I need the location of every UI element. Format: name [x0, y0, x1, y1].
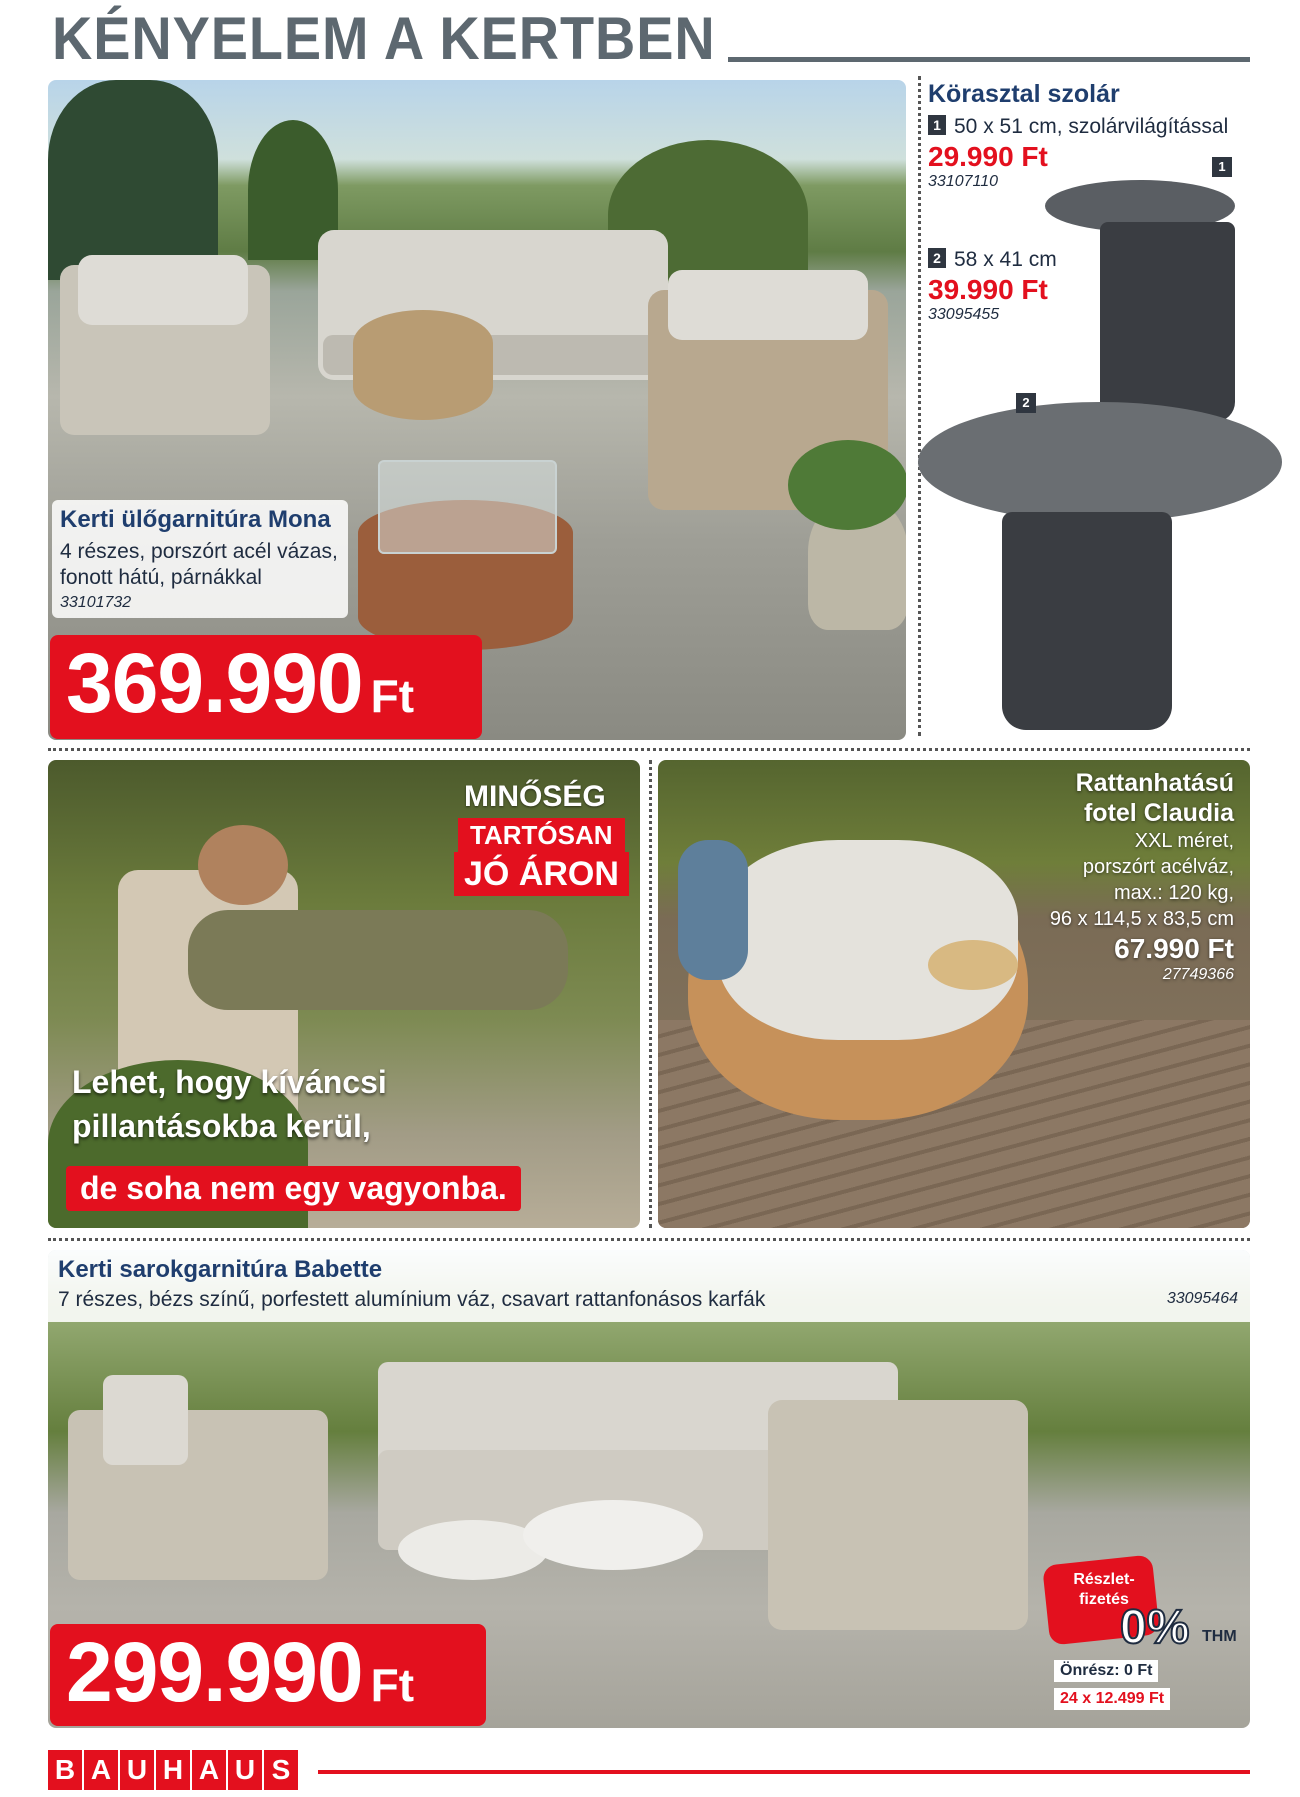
claudia-info [940, 768, 1234, 984]
table-info [928, 80, 1228, 191]
horizontal-divider-2 [48, 1238, 1250, 1241]
mona-sku: 33101732 [60, 594, 132, 611]
quality-badge-line1: MINŐSÉG [464, 780, 606, 813]
item2-badge: 2 [928, 248, 946, 268]
mona-price-currency: Ft [370, 670, 415, 722]
cushion-shape [668, 270, 868, 340]
coffee-table-shape [523, 1500, 703, 1570]
slogan-line1: Lehet, hogy kíváncsi [72, 1064, 387, 1100]
claudia-desc-4: 96 x 114,5 x 83,5 cm [1049, 908, 1234, 930]
claudia-price: 67.990 Ft [1114, 933, 1234, 964]
vertical-divider-2 [649, 760, 652, 1228]
financing-installments: 24 x 12.499 Ft [1054, 1688, 1170, 1710]
table1-tag: 1 [1212, 157, 1232, 177]
table-item2-sku: 33095455 [928, 306, 1000, 323]
logo-letter: U [228, 1750, 262, 1790]
table-item1-price: 29.990 Ft [928, 141, 1048, 172]
babette-price-value: 299.990 [66, 1625, 363, 1719]
table-item2-spec-row [928, 246, 1057, 274]
financing-label-1: Részlet- [1073, 1571, 1135, 1588]
bauhaus-logo [48, 1750, 300, 1790]
table2-base-shape [1002, 512, 1172, 730]
logo-letter: S [264, 1750, 298, 1790]
claudia-desc-2: porszórt acélváz, [1082, 856, 1234, 878]
logo-letter: U [120, 1750, 154, 1790]
table-item2-info [928, 246, 1057, 324]
cushion-shape [78, 255, 248, 325]
table2-top-shape [918, 402, 1282, 522]
vertical-divider [918, 76, 921, 736]
claudia-desc-1: XXL méret, [1134, 830, 1234, 852]
table-name: Körasztal szolár [928, 80, 1120, 108]
logo-letter: B [48, 1750, 82, 1790]
logo-letter: A [84, 1750, 118, 1790]
tree-shape [48, 80, 218, 280]
mona-name: Kerti ülőgarnitúra Mona [60, 506, 331, 533]
man-head-shape [198, 825, 288, 905]
title-rule [728, 57, 1250, 62]
financing-downpayment: Önrész: 0 Ft [1054, 1660, 1158, 1682]
babette-price [50, 1624, 486, 1726]
table-item2-spec: 58 x 41 cm [954, 248, 1057, 271]
financing-rate: 0% [1120, 1601, 1190, 1654]
mona-desc-2: fonott hátú, párnákkal [60, 566, 262, 589]
table2-tag: 2 [1016, 393, 1036, 413]
page-title: KÉNYELEM A KERTBEN [52, 5, 716, 72]
mona-price-value: 369.990 [66, 636, 363, 730]
babette-sku: 33095464 [1166, 1290, 1238, 1307]
quality-badge-line2: TARTÓSAN [458, 818, 625, 852]
logo-letter: A [192, 1750, 226, 1790]
financing-label-2: fizetés [1079, 1591, 1129, 1608]
horizontal-divider [48, 748, 1250, 751]
claudia-name-2: fotel Claudia [1083, 799, 1234, 827]
table-item2-price: 39.990 Ft [928, 274, 1048, 305]
babette-info-strip [48, 1250, 1250, 1322]
financing-badge [1046, 1560, 1237, 1722]
table1-base-shape [1100, 222, 1235, 422]
table-item1-spec: 50 x 51 cm, szolárvilágítással [954, 115, 1229, 138]
sofa-corner-shape [768, 1400, 1028, 1630]
blanket-shape [678, 840, 748, 980]
financing-thm: THM [1202, 1628, 1237, 1645]
claudia-name-1: Rattanhatású [1075, 769, 1234, 797]
plant-shape [788, 440, 906, 530]
logo-letter: H [156, 1750, 190, 1790]
mona-info [52, 500, 348, 618]
table-item1-spec-row [928, 113, 1228, 141]
fire-pit-glass-shape [378, 460, 557, 554]
claudia-sku: 27749366 [1162, 966, 1234, 983]
quality-badge-line3: JÓ ÁRON [454, 852, 629, 896]
claudia-desc-3: max.: 120 kg, [1113, 882, 1234, 904]
coffee-table-shape [353, 310, 493, 420]
mona-desc-1: 4 részes, porszórt acél vázas, [60, 540, 338, 563]
cushion-shape [103, 1375, 188, 1465]
man-reclining-shape [188, 910, 568, 1010]
mona-price [50, 635, 482, 739]
item1-badge: 1 [928, 115, 946, 135]
babette-name: Kerti sarokgarnitúra Babette [58, 1256, 383, 1283]
babette-price-currency: Ft [370, 1659, 415, 1711]
footer-rule [318, 1770, 1250, 1774]
slogan-line3: de soha nem egy vagyonba. [66, 1166, 521, 1211]
slogan-line2: pillantásokba kerül, [72, 1108, 371, 1144]
table-item1-sku: 33107110 [928, 173, 998, 190]
babette-desc: 7 részes, bézs színű, porfestett alumínium váz, csavart rattanfonásos karfák [58, 1288, 766, 1311]
